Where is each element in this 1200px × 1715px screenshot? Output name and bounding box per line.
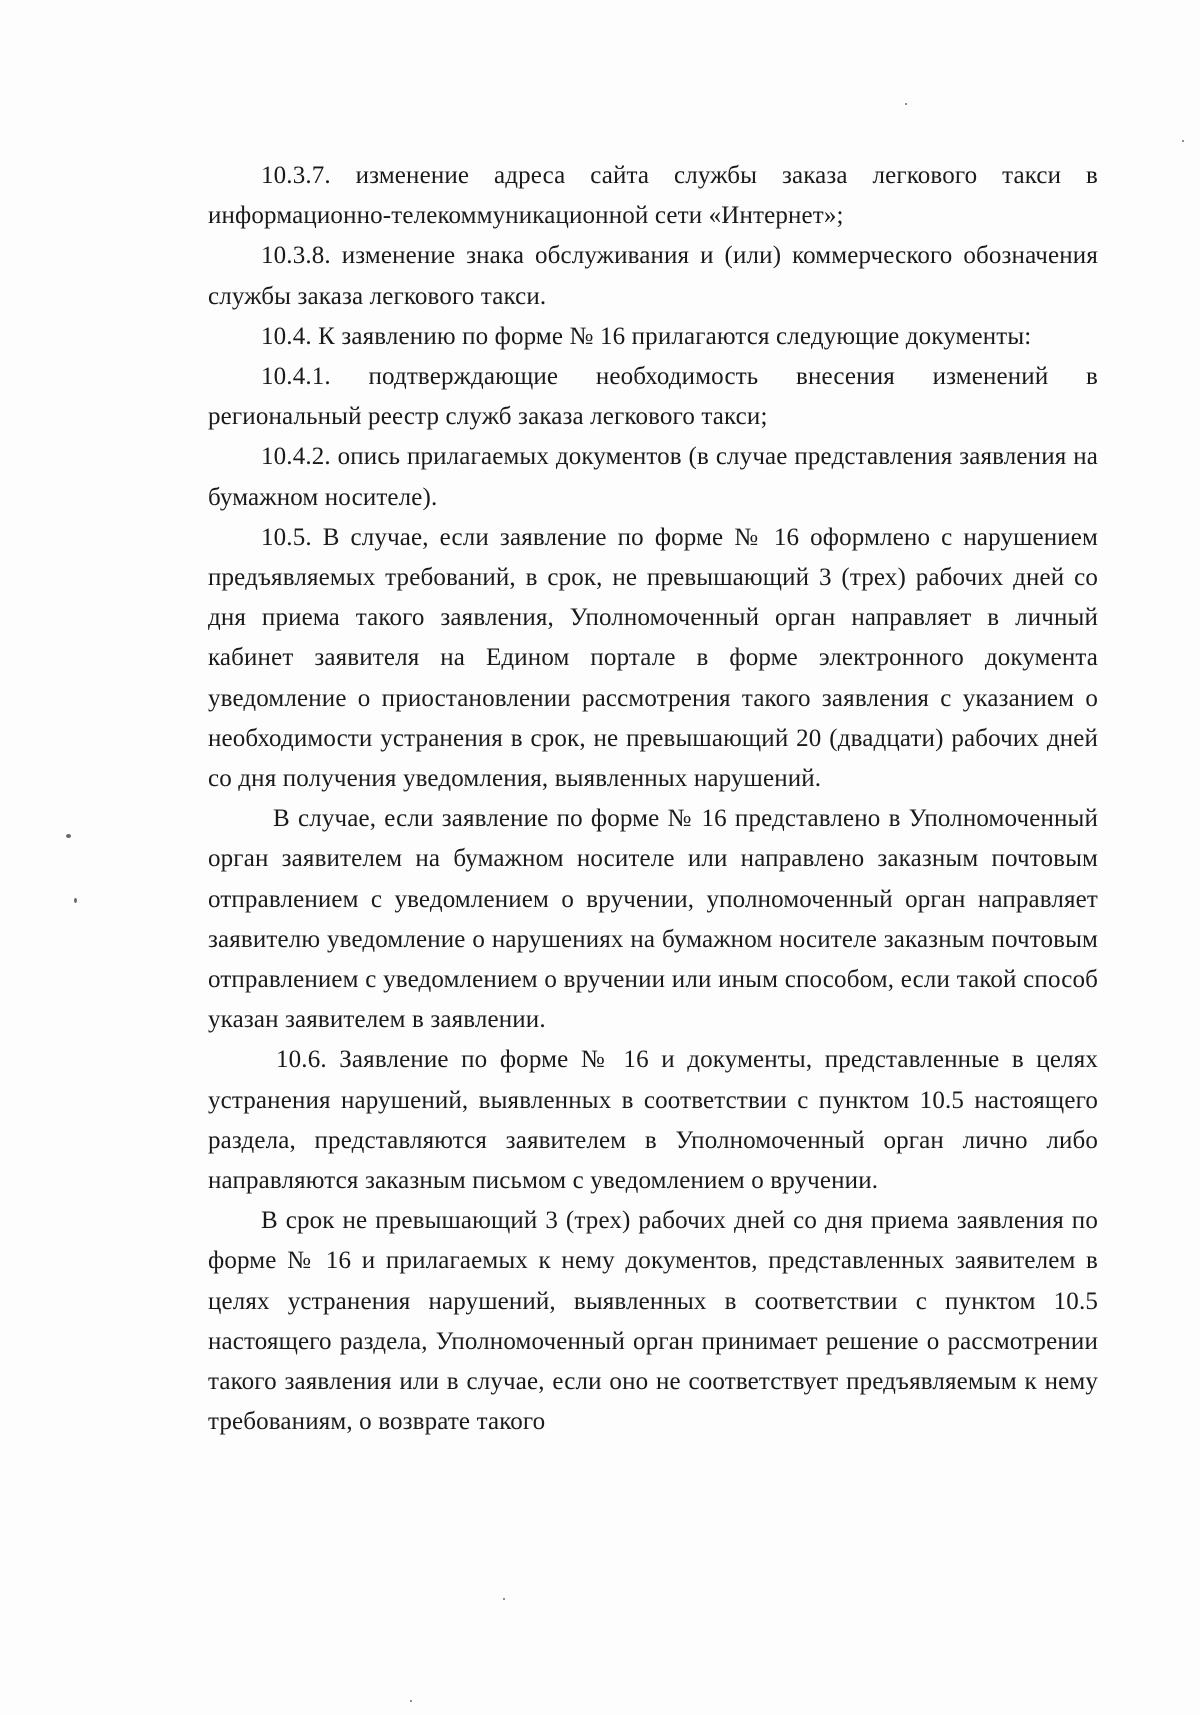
- scan-speck: [66, 834, 71, 838]
- paragraph-10-4: 10.4. К заявлению по форме № 16 прилагаются следующие документы:: [261, 322, 1032, 350]
- paragraph-10-4-2: 10.4.2. опись прилагаемых документов (в случае представления заявления на бумажном носителе).: [208, 443, 1098, 511]
- scan-speck: [905, 103, 907, 105]
- paragraph-10-3-8: 10.3.8. изменение знака обслуживания и (или) коммерческого обозначения службы заказа легкового такси.: [208, 242, 1098, 310]
- paragraph-10-6: 10.6. Заявление по форме № 16 и документы, представленные в целях устранения нарушений, выявленных в соответствии с пунктом 10.5 настоящего раздела, представляются заявителем в Уполномоченный орган лично либо направляются заказным письмом с уведомлением о вручении.: [208, 1046, 1098, 1195]
- paragraph-10-3-7: 10.3.7. изменение адреса сайта службы заказа легкового такси в информационно-телекоммуникационной сети «Интернет»;: [208, 162, 1098, 230]
- scan-speck: [503, 1598, 505, 1600]
- paragraph-10-5: 10.5. В случае, если заявление по форме № 16 оформлено с нарушением предъявляемых требований, в срок, не превышающий 3 (трех) рабочих дней со дня приема такого заявления, Уполномоченный орган направляет в личный кабинет заявителя на Едином портале в форме электронного документа уведомление о приостановлении рассмотрения такого заявления с указанием о необходимости устранения в срок, не превышающий 20 (двадцати) рабочих дней со дня получения уведомления, выявленных нарушений.: [208, 523, 1098, 793]
- paragraph-10-6-term: В срок не превышающий 3 (трех) рабочих дней со дня приема заявления по форме № 16 и прилагаемых к нему документов, представленных заявителем в целях устранения нарушений, выявленных в соответствии с пунктом 10.5 настоящего раздела, Уполномоченный орган принимает решение о рассмотрении такого заявления или в случае, если оно не соответствует предъявляемым к нему требованиям, о возврате такого: [208, 1207, 1098, 1436]
- scan-speck: [1182, 140, 1184, 142]
- scan-speck: [410, 1700, 412, 1702]
- paragraph-10-4-1: 10.4.1. подтверждающие необходимость внесения изменений в региональный реестр служб заказа легкового такси;: [208, 363, 1098, 431]
- paragraph-10-5-paper: В случае, если заявление по форме № 16 представлено в Уполномоченный орган заявителем на бумажном носителе или направлено заказным почтовым отправлением с уведомлением о вручении, уполномоченный орган направляет заявителю уведомление о нарушениях на бумажном носителе заказным почтовым отправлением с уведомлением о вручении или иным способом, если такой способ указан заявителем в заявлении.: [208, 805, 1098, 1034]
- document-body: [208, 156, 1098, 1443]
- scan-speck: [74, 898, 77, 903]
